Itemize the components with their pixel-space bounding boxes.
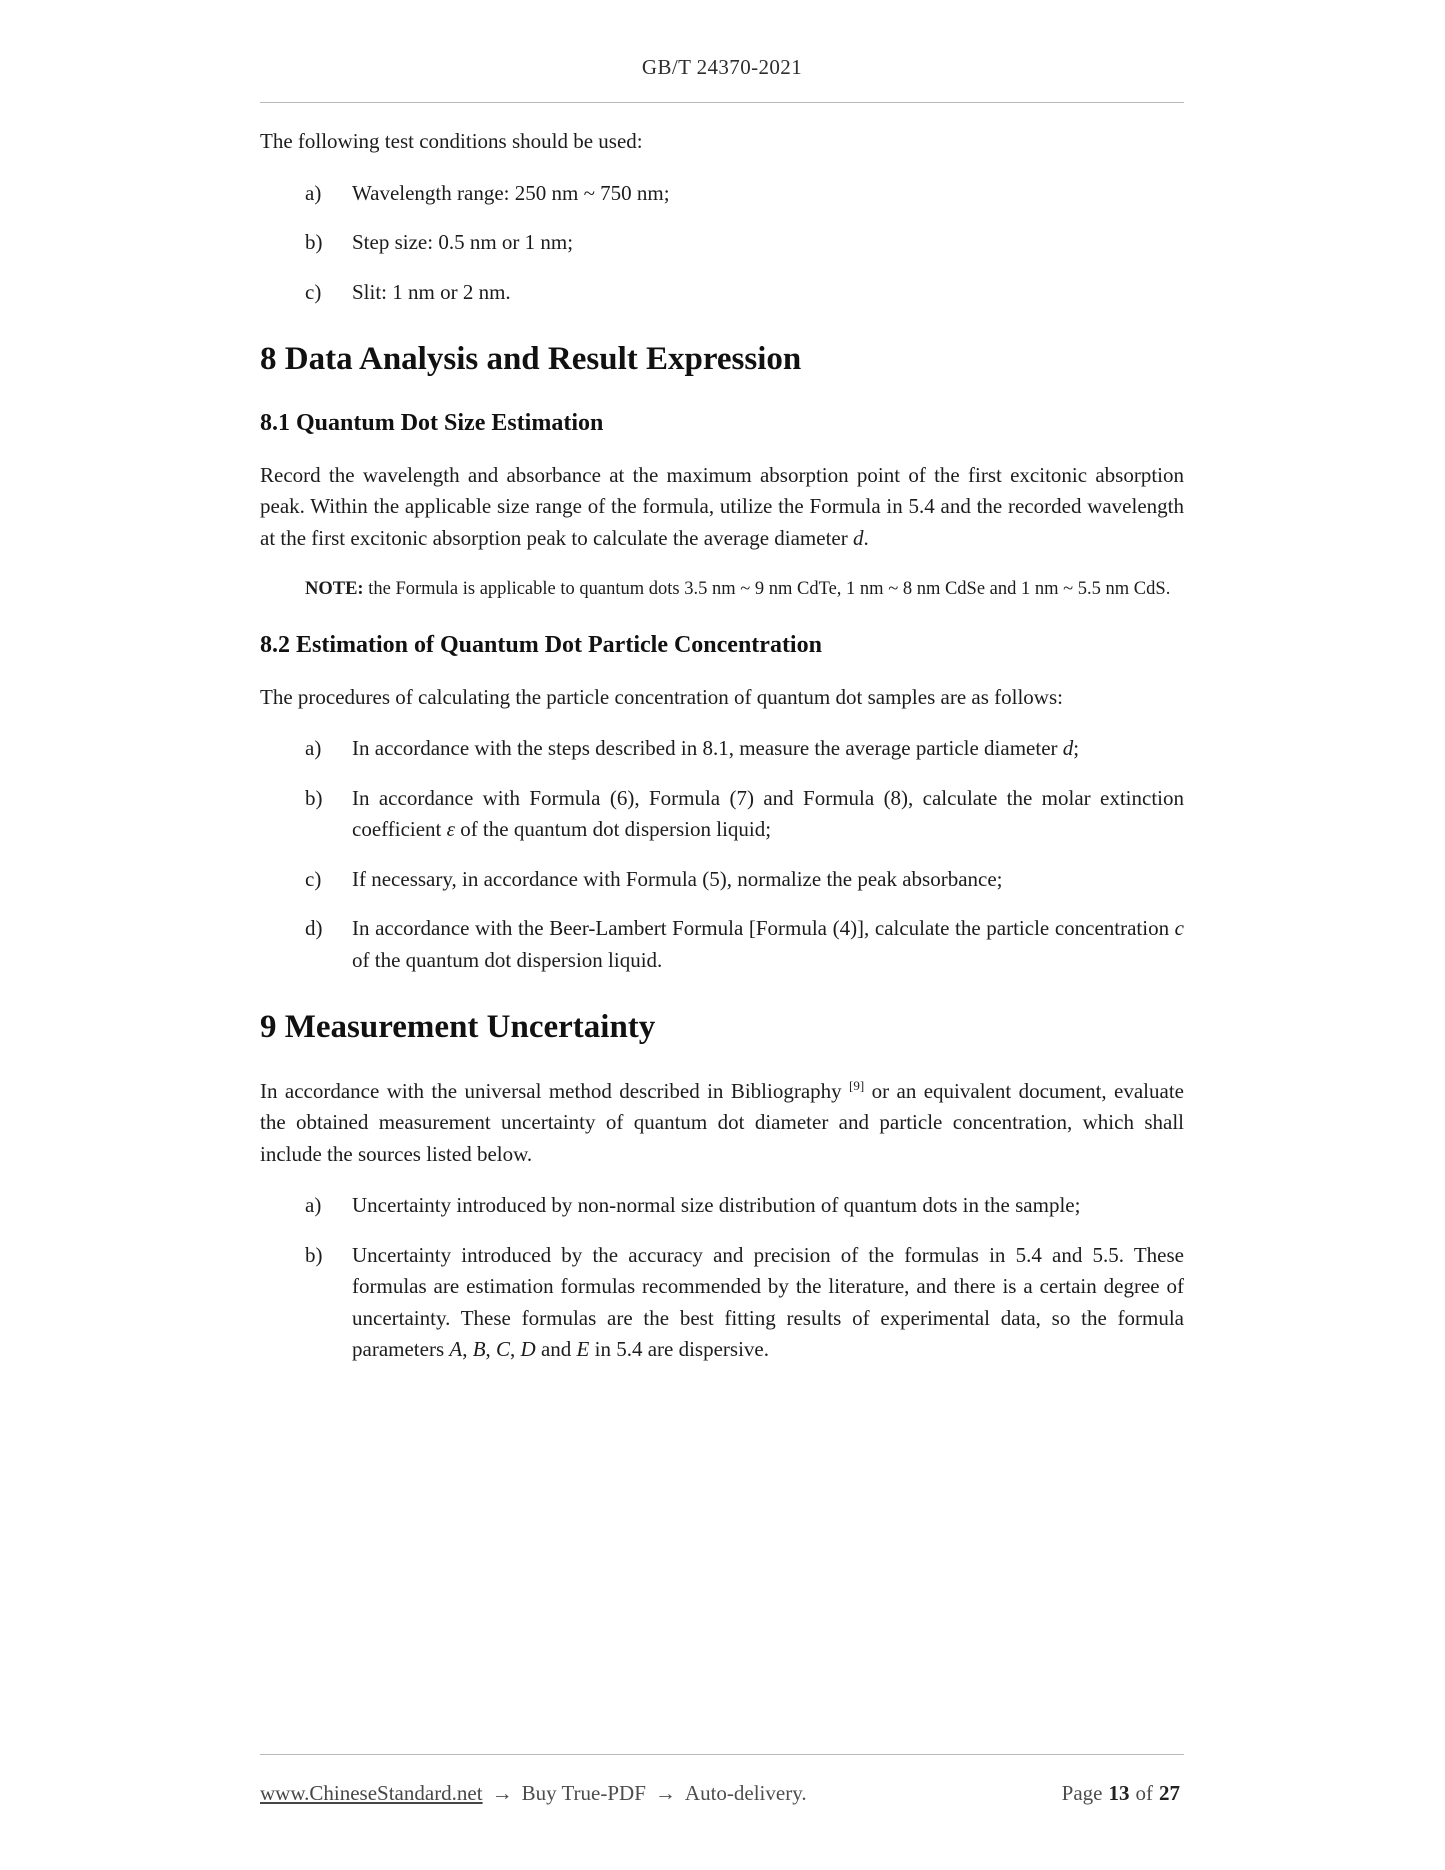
section-8-1-heading: 8.1 Quantum Dot Size Estimation [260, 409, 604, 436]
arrow-icon: → [654, 1781, 676, 1805]
uncertainty-item [260, 1240, 1184, 1366]
intro-paragraph: The following test conditions should be used: [260, 129, 643, 153]
note-block [305, 576, 1184, 604]
page-header [260, 0, 1184, 103]
uncertainty-item [260, 1190, 1184, 1222]
note-text: the Formula is applicable to quantum dots 3.5 nm ~ 9 nm CdTe, 1 nm ~ 8 nm CdSe and 1 nm ~ 5.5 nm CdS. [363, 579, 1171, 600]
footer-promo [260, 1781, 807, 1806]
list-marker: c) [305, 279, 322, 304]
variable-B: B [472, 1337, 486, 1362]
auto-delivery-text: Auto-delivery. [684, 1781, 807, 1805]
test-condition-item [260, 227, 1184, 259]
section-9-paragraph [260, 1076, 1184, 1171]
page-number: 13 [1108, 1781, 1130, 1805]
list-text-segment: In accordance with the Beer-Lambert Formula [Formula (4)], calculate the particle concentration [352, 916, 1175, 941]
list-text-segment: , [462, 1337, 473, 1362]
paragraph-text: Record the wavelength and absorbance at the maximum absorption point of the first excitonic absorption peak. Within the applicable size range of the formula, utilize the Formula in 5.4 and the recorded wavelength at the first excitonic absorption peak to calculate the average diameter [260, 462, 1184, 550]
variable-E: E [576, 1337, 590, 1362]
list-marker: d) [305, 916, 323, 941]
list-text [352, 1240, 1184, 1366]
note-label: NOTE: [305, 579, 364, 600]
procedure-item [260, 733, 1184, 765]
list-text [352, 783, 1184, 846]
page-footer [260, 1754, 1184, 1806]
variable-c: c [1174, 916, 1184, 941]
list-marker: b) [305, 1242, 323, 1267]
header-divider [260, 102, 1184, 103]
variable-d: d [852, 525, 864, 550]
procedure-item [260, 783, 1184, 846]
variable-epsilon: ε [446, 817, 455, 842]
procedure-item [260, 864, 1184, 896]
list-text: Slit: 1 nm or 2 nm. [352, 279, 511, 304]
variable-C: C [496, 1337, 511, 1362]
list-text-segment: of the quantum dot dispersion liquid. [352, 947, 663, 972]
chinesestandard-link[interactable]: www.ChineseStandard.net [260, 1781, 483, 1805]
page-word: Page [1061, 1781, 1103, 1805]
list-text-segment: of the quantum dot dispersion liquid; [454, 817, 772, 842]
list-text [352, 913, 1184, 976]
section-8-2-heading: 8.2 Estimation of Quantum Dot Particle Concentration [260, 631, 822, 658]
list-marker: a) [305, 180, 322, 205]
list-marker: a) [305, 1193, 322, 1218]
section-9-heading: 9 Measurement Uncertainty [260, 1009, 656, 1046]
list-marker: b) [305, 785, 323, 810]
list-text-segment: and [535, 1337, 577, 1362]
arrow-icon: → [491, 1781, 513, 1805]
test-condition-item [260, 277, 1184, 309]
buy-true-pdf-text: Buy True-PDF [521, 1781, 646, 1805]
of-word: of [1135, 1781, 1153, 1805]
procedure-item [260, 913, 1184, 976]
list-text-segment: , [485, 1337, 497, 1362]
section-8-2-paragraph: The procedures of calculating the particle concentration of quantum dot samples are as follows: [260, 684, 1063, 709]
standard-number: GB/T 24370-2021 [641, 55, 803, 79]
list-text: Uncertainty introduced by non-normal size distribution of quantum dots in the sample; [352, 1193, 1081, 1218]
list-marker: c) [305, 866, 322, 891]
list-text: If necessary, in accordance with Formula (5), normalize the peak absorbance; [352, 866, 1003, 891]
variable-d: d [1062, 736, 1074, 761]
test-condition-item [260, 178, 1184, 210]
list-text: Wavelength range: 250 nm ~ 750 nm; [352, 180, 670, 205]
total-pages: 27 [1159, 1781, 1180, 1805]
list-text-segment: , [510, 1337, 521, 1362]
paragraph-text: . [863, 525, 869, 550]
list-text-segment: In accordance with the steps described in 8.1, measure the average particle diameter [352, 736, 1063, 761]
list-marker: b) [305, 230, 323, 254]
paragraph-text: or an equivalent document, evaluate the obtained measurement uncertainty of quantum dot diameter and particle concentration, which shall include the sources listed below. [260, 1078, 1184, 1166]
variable-A: A [449, 1337, 463, 1362]
bibliography-reference: [9] [849, 1077, 865, 1093]
document-body [260, 126, 1184, 1366]
section-8-heading: 8 Data Analysis and Result Expression [260, 341, 802, 377]
section-8-1-paragraph [260, 460, 1184, 555]
list-text: Step size: 0.5 nm or 1 nm; [352, 230, 574, 254]
list-text-segment: ; [1073, 736, 1080, 761]
list-marker: a) [305, 736, 322, 761]
paragraph-text: In accordance with the universal method described in Bibliography [260, 1078, 850, 1103]
list-text-segment: In accordance with Formula (6), Formula (7) and Formula (8), calculate the molar extinction coefficient [352, 785, 1184, 842]
footer-divider [260, 1754, 1184, 1755]
variable-D: D [520, 1337, 536, 1362]
list-text-segment: Uncertainty introduced by the accuracy and precision of the formulas in 5.4 and 5.5. These formulas are estimation formulas recommended by the literature, and there is a certain degree of uncertainty. These formulas are the best fitting results of experimental data, so the formula parameters [352, 1242, 1184, 1362]
list-text [352, 733, 1184, 765]
list-text-segment: in 5.4 are dispersive. [589, 1337, 769, 1362]
page-indicator [1060, 1781, 1184, 1806]
